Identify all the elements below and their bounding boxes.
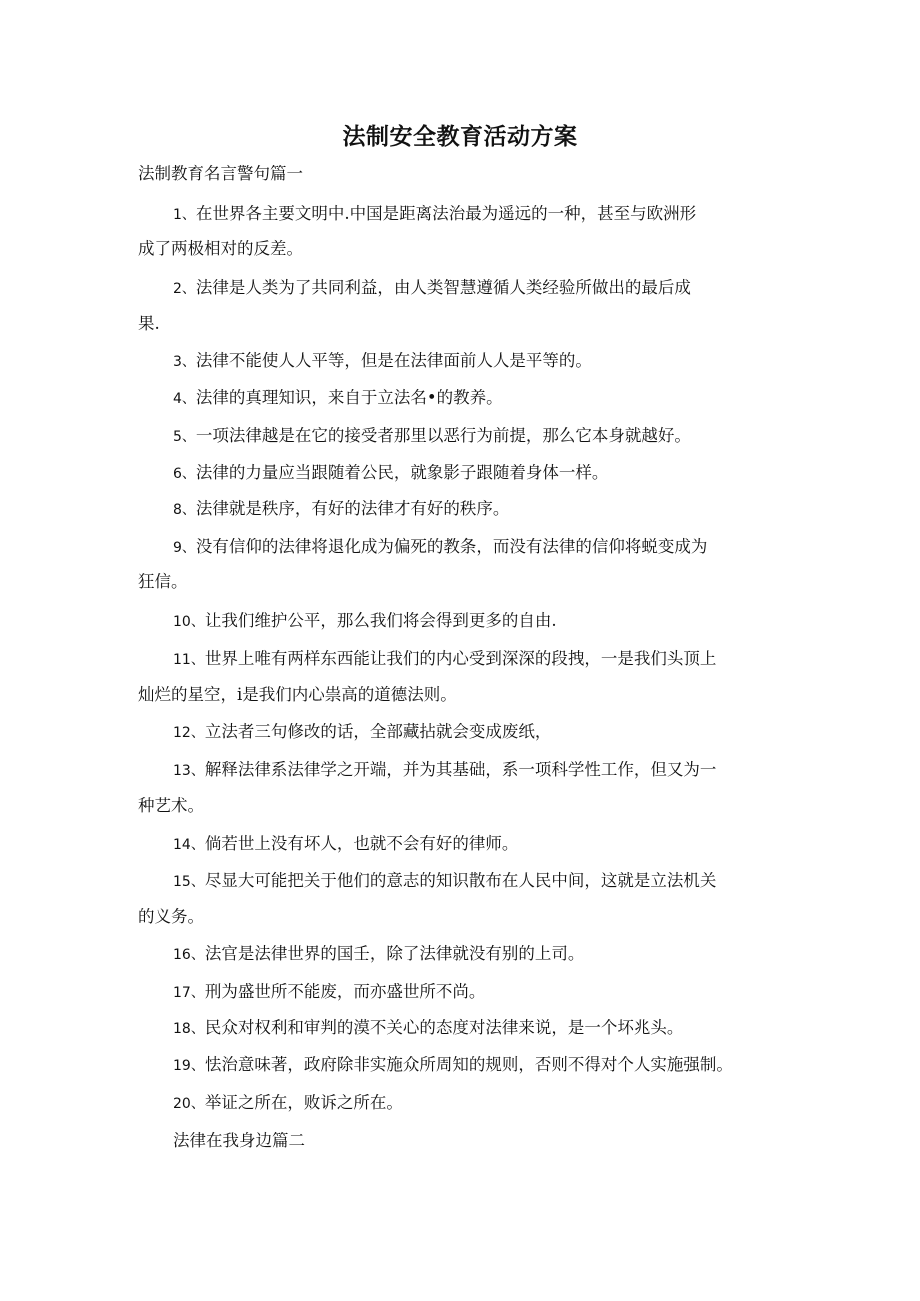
quote-number: 13、 xyxy=(173,763,205,779)
quote-item xyxy=(173,387,823,410)
quote-item xyxy=(173,425,823,448)
quote-item xyxy=(173,833,823,856)
quote-number: 2、 xyxy=(173,281,196,297)
quote-item xyxy=(173,462,823,485)
quote-item xyxy=(173,203,823,226)
quote-text: 解释法律系法律学之开端，并为其基础，系一项科学性工作，但又为一 xyxy=(204,760,717,779)
quote-number: 10、 xyxy=(173,614,205,630)
quote-number: 17、 xyxy=(173,985,205,1001)
document-title: 法制安全教育活动方案 xyxy=(342,124,578,150)
quote-text: 举证之所在，败诉之所在。 xyxy=(204,1093,403,1112)
quote-continuation: 的义务。 xyxy=(138,907,204,926)
quote-text: 法律不能使人人平等，但是在法律面前人人是平等的。 xyxy=(195,351,592,370)
quote-number: 19、 xyxy=(173,1058,205,1074)
quote-text: 法律是人类为了共同利益，由人类智慧遵循人类经验所做出的最后成 xyxy=(195,278,691,297)
quote-item xyxy=(173,943,823,966)
quote-item xyxy=(173,759,823,782)
quote-continuation: 灿烂的星空，i是我们内心祟高的道德法则。 xyxy=(138,685,457,704)
quote-item xyxy=(173,610,823,633)
quote-item xyxy=(173,498,823,521)
quote-text: 世界上唯有两样东西能让我们的内心受到深深的段拽，一是我们头顶上 xyxy=(204,649,717,668)
quote-number: 20、 xyxy=(173,1096,205,1112)
quote-number: 5、 xyxy=(173,429,196,445)
quote-item xyxy=(173,981,823,1004)
quote-item xyxy=(173,277,823,300)
quote-text: 在世界各主要文明中.中国是距离法治最为遥远的一种，甚至与欧洲形 xyxy=(195,204,697,223)
quote-item xyxy=(173,536,823,559)
section-heading: 法制教育名言警句篇一 xyxy=(138,164,303,183)
quote-item xyxy=(173,350,823,373)
quote-text: 刑为盛世所不能废，而亦盛世所不尚。 xyxy=(204,982,486,1001)
quote-continuation: 狂信。 xyxy=(138,572,188,591)
quote-continuation: 果. xyxy=(138,314,160,333)
quote-text: 没有信仰的法律将退化成为偏死的教条，而没有法律的信仰将蜕变成为 xyxy=(195,537,708,556)
quote-number: 4、 xyxy=(173,391,196,407)
quote-item xyxy=(173,1092,823,1115)
quote-text: 倘若世上没有坏人，也就不会有好的律师。 xyxy=(204,834,519,853)
quote-number: 16、 xyxy=(173,947,205,963)
quote-continuation: 种艺术。 xyxy=(138,796,204,815)
quote-item xyxy=(173,1054,823,1077)
quote-number: 18、 xyxy=(173,1021,205,1037)
quote-text: 法律就是秩序，有好的法律才有好的秩序。 xyxy=(195,499,510,518)
quote-item xyxy=(173,1017,823,1040)
quote-number: 11、 xyxy=(173,652,205,668)
quote-item xyxy=(173,870,823,893)
quote-item xyxy=(173,648,823,671)
quote-text: 民众对权利和审判的漠不关心的态度对法律来说，是一个坏兆头。 xyxy=(204,1018,684,1037)
quote-number: 15、 xyxy=(173,874,205,890)
quote-number: 14、 xyxy=(173,837,205,853)
quote-number: 1、 xyxy=(173,207,196,223)
quote-text: 法律的真理知识，来自于立法名•的教养。 xyxy=(195,388,503,407)
quote-text: 尽显大可能把关于他们的意志的知识散布在人民中间，这就是立法机关 xyxy=(204,871,717,890)
quote-text: 怯治意味著，政府除非实施众所周知的规则，否则不得对个人实施强制。 xyxy=(204,1055,733,1074)
quote-text: 法官是法律世界的国壬，除了法律就没有别的上司。 xyxy=(204,944,585,963)
quote-number: 8、 xyxy=(173,502,196,518)
quote-text: 一项法律越是在它的接受者那里以恶行为前提，那么它本身就越好。 xyxy=(195,426,691,445)
quote-item xyxy=(173,721,823,744)
quote-text: 让我们维护公平，那么我们将会得到更多的自由. xyxy=(204,611,557,630)
section-heading: 法律在我身边篇二 xyxy=(173,1131,305,1150)
quote-number: 9、 xyxy=(173,540,196,556)
quote-continuation: 成了两极相对的反差。 xyxy=(138,239,303,258)
quote-text: 法律的力量应当跟随着公民，就象影子跟随着身体一样。 xyxy=(195,463,609,482)
quote-number: 6、 xyxy=(173,466,196,482)
quote-text: 立法者三句修改的话，全部藏拈就会变成废纸， xyxy=(204,722,552,741)
quote-number: 3、 xyxy=(173,354,196,370)
quote-number: 12、 xyxy=(173,725,205,741)
